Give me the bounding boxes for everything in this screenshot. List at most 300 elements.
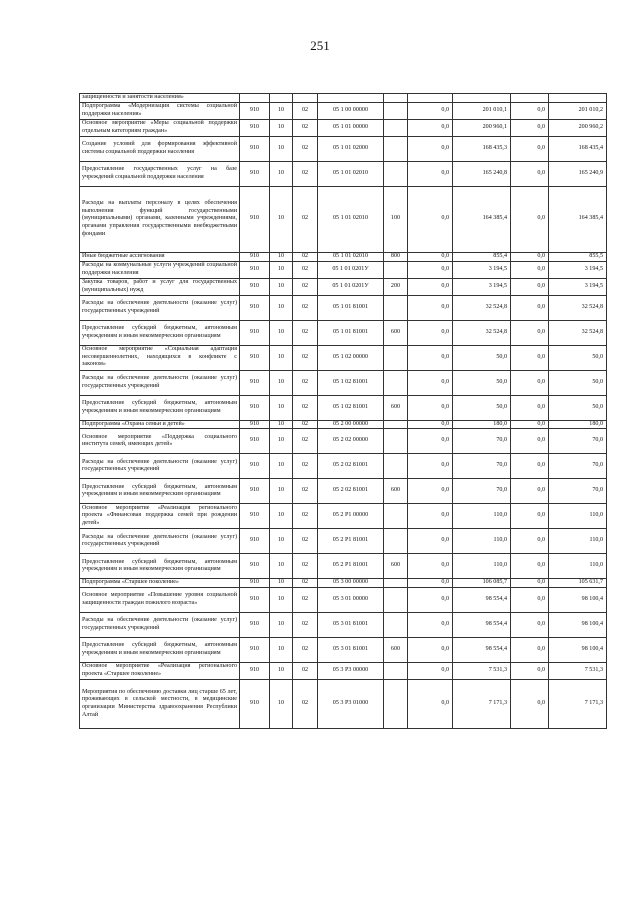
row-name-cell: Создание условий для формирования эффективной системы социальной поддержки населения (80, 136, 240, 161)
row-name-cell: Расходы на коммунальные услуги учреждений социальной поддержки населения (80, 261, 240, 278)
row-name-cell: Основное мероприятие «Реализация регионального проекта «Старшее поколение» (80, 663, 240, 680)
row-name-cell: защищенности и занятости населения» (80, 94, 240, 103)
amount-2-cell: 70,0 (453, 429, 511, 454)
amount-4-cell: 50,0 (549, 395, 607, 420)
amount-1-cell: 0,0 (408, 136, 453, 161)
amount-4-cell: 164 385,4 (549, 186, 607, 252)
target-article-code-cell: 05 3 P3 00000 (318, 663, 384, 680)
row-name-cell: Подпрограмма «Модернизация системы социальной поддержки населения» (80, 102, 240, 119)
section-code-cell: 10 (270, 136, 293, 161)
section-code-cell: 10 (270, 320, 293, 345)
row-name-cell: Расходы на обеспечение деятельности (оказание услуг) государственных учреждений (80, 295, 240, 320)
amount-3-cell: 0,0 (511, 295, 549, 320)
amount-1-cell (408, 94, 453, 103)
row-name-cell: Предоставление субсидий бюджетным, автономным учреждениям и иным некоммерческим организациям (80, 638, 240, 663)
subsection-code-cell: 02 (293, 420, 318, 429)
subsection-code-cell: 02 (293, 663, 318, 680)
section-code-cell: 10 (270, 370, 293, 395)
target-article-code-cell: 05 2 02 81001 (318, 454, 384, 479)
table-row (80, 588, 607, 613)
amount-3-cell: 0,0 (511, 252, 549, 261)
ministry-code-cell: 910 (240, 119, 270, 136)
row-name-cell: Подпрограмма «Охрана семьи и детей» (80, 420, 240, 429)
amount-2-cell: 200 960,1 (453, 119, 511, 136)
subsection-code-cell: 02 (293, 588, 318, 613)
section-code-cell: 10 (270, 420, 293, 429)
target-article-code-cell: 05 3 00 00000 (318, 579, 384, 588)
amount-4-cell: 70,0 (549, 479, 607, 504)
section-code-cell: 10 (270, 395, 293, 420)
row-name-cell: Подпрограмма «Старшее поколение» (80, 579, 240, 588)
ministry-code-cell: 910 (240, 479, 270, 504)
target-article-code-cell: 05 1 02 81001 (318, 370, 384, 395)
target-article-code-cell: 05 3 01 00000 (318, 588, 384, 613)
amount-3-cell: 0,0 (511, 479, 549, 504)
amount-3-cell: 0,0 (511, 395, 549, 420)
table-row (80, 278, 607, 295)
section-code-cell: 10 (270, 429, 293, 454)
expense-type-code-cell: 600 (384, 479, 408, 504)
amount-4-cell: 110,0 (549, 529, 607, 554)
amount-2-cell (453, 94, 511, 103)
amount-3-cell: 0,0 (511, 102, 549, 119)
amount-3-cell: 0,0 (511, 638, 549, 663)
amount-2-cell: 855,4 (453, 252, 511, 261)
amount-3-cell (511, 94, 549, 103)
amount-4-cell: 200 960,2 (549, 119, 607, 136)
amount-3-cell: 0,0 (511, 529, 549, 554)
subsection-code-cell: 02 (293, 261, 318, 278)
section-code-cell: 10 (270, 554, 293, 579)
section-code-cell: 10 (270, 295, 293, 320)
expense-type-code-cell (384, 136, 408, 161)
ministry-code-cell: 910 (240, 638, 270, 663)
section-code-cell: 10 (270, 588, 293, 613)
expense-type-code-cell (384, 663, 408, 680)
subsection-code-cell: 02 (293, 529, 318, 554)
amount-2-cell: 98 554,4 (453, 613, 511, 638)
row-name-cell: Иные бюджетные ассигнования (80, 252, 240, 261)
amount-1-cell: 0,0 (408, 320, 453, 345)
ministry-code-cell: 910 (240, 504, 270, 529)
subsection-code-cell: 02 (293, 102, 318, 119)
target-article-code-cell: 05 1 01 0201У (318, 261, 384, 278)
ministry-code-cell: 910 (240, 136, 270, 161)
table-row (80, 504, 607, 529)
target-article-code-cell: 05 1 02 81001 (318, 395, 384, 420)
target-article-code-cell: 05 1 01 0201У (318, 278, 384, 295)
subsection-code-cell: 02 (293, 395, 318, 420)
expense-type-code-cell (384, 161, 408, 186)
amount-2-cell: 106 085,7 (453, 579, 511, 588)
section-code-cell: 10 (270, 278, 293, 295)
amount-4-cell: 98 100,4 (549, 613, 607, 638)
expense-type-code-cell: 600 (384, 638, 408, 663)
amount-4-cell: 50,0 (549, 370, 607, 395)
target-article-code-cell: 05 1 01 81001 (318, 320, 384, 345)
expense-type-code-cell: 800 (384, 252, 408, 261)
subsection-code-cell: 02 (293, 429, 318, 454)
ministry-code-cell: 910 (240, 680, 270, 729)
amount-3-cell: 0,0 (511, 261, 549, 278)
target-article-code-cell: 05 1 00 00000 (318, 102, 384, 119)
subsection-code-cell: 02 (293, 295, 318, 320)
amount-4-cell: 7 171,3 (549, 680, 607, 729)
amount-3-cell: 0,0 (511, 136, 549, 161)
section-code-cell: 10 (270, 186, 293, 252)
expense-type-code-cell (384, 579, 408, 588)
amount-3-cell: 0,0 (511, 663, 549, 680)
amount-4-cell: 105 631,7 (549, 579, 607, 588)
amount-2-cell: 50,0 (453, 370, 511, 395)
amount-2-cell: 32 524,8 (453, 320, 511, 345)
subsection-code-cell: 02 (293, 136, 318, 161)
amount-2-cell: 3 194,5 (453, 261, 511, 278)
amount-1-cell: 0,0 (408, 252, 453, 261)
ministry-code-cell (240, 94, 270, 103)
amount-4-cell (549, 94, 607, 103)
expense-type-code-cell (384, 454, 408, 479)
section-code-cell: 10 (270, 252, 293, 261)
subsection-code-cell: 02 (293, 638, 318, 663)
ministry-code-cell: 910 (240, 588, 270, 613)
row-name-cell: Расходы на выплаты персоналу в целях обеспечения выполнения функций государственными (муниципальными) органами, казенными учреждениями, органами управления государственными внебюджетными фондами (80, 186, 240, 252)
amount-2-cell: 165 240,8 (453, 161, 511, 186)
amount-3-cell: 0,0 (511, 370, 549, 395)
amount-3-cell: 0,0 (511, 504, 549, 529)
table-row (80, 320, 607, 345)
subsection-code-cell: 02 (293, 186, 318, 252)
amount-1-cell: 0,0 (408, 161, 453, 186)
expense-type-code-cell (384, 529, 408, 554)
subsection-code-cell: 02 (293, 680, 318, 729)
ministry-code-cell: 910 (240, 320, 270, 345)
table-row (80, 186, 607, 252)
amount-2-cell: 110,0 (453, 504, 511, 529)
table-row (80, 119, 607, 136)
amount-2-cell: 180,0 (453, 420, 511, 429)
subsection-code-cell: 02 (293, 370, 318, 395)
row-name-cell: Мероприятия по обеспечению доставки лиц старше 65 лет, проживающих в сельской местности, в медицинские организации Министерства здравоохранения Республики Алтай (80, 680, 240, 729)
amount-3-cell: 0,0 (511, 345, 549, 370)
ministry-code-cell: 910 (240, 345, 270, 370)
amount-3-cell: 0,0 (511, 420, 549, 429)
expense-type-code-cell: 600 (384, 320, 408, 345)
ministry-code-cell: 910 (240, 579, 270, 588)
row-name-cell: Предоставление субсидий бюджетным, автономным учреждениям и иным некоммерческим организациям (80, 554, 240, 579)
amount-1-cell: 0,0 (408, 613, 453, 638)
amount-3-cell: 0,0 (511, 613, 549, 638)
table-row (80, 370, 607, 395)
subsection-code-cell: 02 (293, 278, 318, 295)
section-code-cell: 10 (270, 638, 293, 663)
target-article-code-cell: 05 3 01 81001 (318, 613, 384, 638)
amount-3-cell: 0,0 (511, 680, 549, 729)
row-name-cell: Основное мероприятие «Меры социальной поддержки отдельным категориям граждан» (80, 119, 240, 136)
target-article-code-cell: 05 2 P1 81001 (318, 529, 384, 554)
target-article-code-cell: 05 2 00 00000 (318, 420, 384, 429)
expense-type-code-cell: 600 (384, 395, 408, 420)
table-row (80, 295, 607, 320)
ministry-code-cell: 910 (240, 554, 270, 579)
amount-2-cell: 201 010,1 (453, 102, 511, 119)
amount-1-cell: 0,0 (408, 454, 453, 479)
expense-type-code-cell (384, 420, 408, 429)
section-code-cell (270, 94, 293, 103)
amount-1-cell: 0,0 (408, 638, 453, 663)
ministry-code-cell: 910 (240, 454, 270, 479)
table-row (80, 479, 607, 504)
target-article-code-cell: 05 2 02 81001 (318, 479, 384, 504)
amount-1-cell: 0,0 (408, 345, 453, 370)
section-code-cell: 10 (270, 454, 293, 479)
table-row (80, 420, 607, 429)
subsection-code-cell: 02 (293, 613, 318, 638)
amount-2-cell: 168 435,3 (453, 136, 511, 161)
ministry-code-cell: 910 (240, 420, 270, 429)
section-code-cell: 10 (270, 345, 293, 370)
expense-type-code-cell (384, 680, 408, 729)
amount-4-cell: 110,0 (549, 554, 607, 579)
row-name-cell: Предоставление субсидий бюджетным, автономным учреждениям и иным некоммерческим организациям (80, 320, 240, 345)
target-article-code-cell: 05 1 02 00000 (318, 345, 384, 370)
amount-1-cell: 0,0 (408, 429, 453, 454)
table-row (80, 554, 607, 579)
expense-type-code-cell: 600 (384, 554, 408, 579)
expense-type-code-cell (384, 429, 408, 454)
amount-2-cell: 98 554,4 (453, 588, 511, 613)
amount-2-cell: 32 524,8 (453, 295, 511, 320)
page-number: 251 (310, 38, 330, 53)
table-row (80, 680, 607, 729)
section-code-cell: 10 (270, 613, 293, 638)
amount-3-cell: 0,0 (511, 554, 549, 579)
amount-1-cell: 0,0 (408, 261, 453, 278)
section-code-cell: 10 (270, 161, 293, 186)
amount-2-cell: 110,0 (453, 554, 511, 579)
ministry-code-cell: 910 (240, 370, 270, 395)
row-name-cell: Основное мероприятие «Повышение уровня социальной защищенности граждан пожилого возраста» (80, 588, 240, 613)
table-row (80, 161, 607, 186)
amount-1-cell: 0,0 (408, 680, 453, 729)
amount-2-cell: 98 554,4 (453, 638, 511, 663)
amount-1-cell: 0,0 (408, 295, 453, 320)
ministry-code-cell: 910 (240, 161, 270, 186)
target-article-code-cell: 05 1 01 02000 (318, 136, 384, 161)
budget-table-body (80, 94, 607, 729)
row-name-cell: Расходы на обеспечение деятельности (оказание услуг) государственных учреждений (80, 613, 240, 638)
expense-type-code-cell (384, 102, 408, 119)
amount-4-cell: 32 524,8 (549, 295, 607, 320)
amount-4-cell: 180,0 (549, 420, 607, 429)
row-name-cell: Основное мероприятие «Социальная адаптация несовершеннолетних, находящихся в конфликте с законом» (80, 345, 240, 370)
subsection-code-cell (293, 94, 318, 103)
section-code-cell: 10 (270, 663, 293, 680)
table-row (80, 102, 607, 119)
subsection-code-cell: 02 (293, 320, 318, 345)
section-code-cell: 10 (270, 479, 293, 504)
target-article-code-cell: 05 1 01 02010 (318, 252, 384, 261)
section-code-cell: 10 (270, 102, 293, 119)
amount-4-cell: 70,0 (549, 429, 607, 454)
expense-type-code-cell (384, 295, 408, 320)
amount-4-cell: 32 524,8 (549, 320, 607, 345)
table-row (80, 529, 607, 554)
amount-2-cell: 50,0 (453, 395, 511, 420)
section-code-cell: 10 (270, 119, 293, 136)
amount-3-cell: 0,0 (511, 454, 549, 479)
ministry-code-cell: 910 (240, 295, 270, 320)
expense-type-code-cell (384, 370, 408, 395)
row-name-cell: Предоставление субсидий бюджетным, автономным учреждениям и иным некоммерческим организациям (80, 479, 240, 504)
amount-1-cell: 0,0 (408, 395, 453, 420)
table-row (80, 252, 607, 261)
amount-1-cell: 0,0 (408, 278, 453, 295)
amount-1-cell: 0,0 (408, 186, 453, 252)
amount-2-cell: 70,0 (453, 479, 511, 504)
row-name-cell: Предоставление государственных услуг на базе учреждений социальной поддержки населения (80, 161, 240, 186)
section-code-cell: 10 (270, 529, 293, 554)
row-name-cell: Закупка товаров, работ и услуг для государственных (муниципальных) нужд (80, 278, 240, 295)
amount-1-cell: 0,0 (408, 663, 453, 680)
subsection-code-cell: 02 (293, 579, 318, 588)
amount-1-cell: 0,0 (408, 554, 453, 579)
ministry-code-cell: 910 (240, 429, 270, 454)
target-article-code-cell: 05 3 01 81001 (318, 638, 384, 663)
table-row (80, 613, 607, 638)
target-article-code-cell (318, 94, 384, 103)
row-name-cell: Основное мероприятие «Поддержка социального института семей, имеющих детей» (80, 429, 240, 454)
amount-3-cell: 0,0 (511, 161, 549, 186)
expense-type-code-cell: 100 (384, 186, 408, 252)
amount-4-cell: 98 100,4 (549, 588, 607, 613)
amount-3-cell: 0,0 (511, 278, 549, 295)
amount-4-cell: 7 531,3 (549, 663, 607, 680)
subsection-code-cell: 02 (293, 345, 318, 370)
section-code-cell: 10 (270, 261, 293, 278)
amount-2-cell: 70,0 (453, 454, 511, 479)
ministry-code-cell: 910 (240, 529, 270, 554)
section-code-cell: 10 (270, 504, 293, 529)
target-article-code-cell: 05 3 P3 01000 (318, 680, 384, 729)
target-article-code-cell: 05 2 P1 81001 (318, 554, 384, 579)
ministry-code-cell: 910 (240, 261, 270, 278)
section-code-cell: 10 (270, 579, 293, 588)
table-row (80, 663, 607, 680)
amount-3-cell: 0,0 (511, 320, 549, 345)
amount-1-cell: 0,0 (408, 119, 453, 136)
subsection-code-cell: 02 (293, 554, 318, 579)
ministry-code-cell: 910 (240, 613, 270, 638)
table-row (80, 579, 607, 588)
ministry-code-cell: 910 (240, 395, 270, 420)
amount-4-cell: 70,0 (549, 454, 607, 479)
ministry-code-cell: 910 (240, 278, 270, 295)
amount-1-cell: 0,0 (408, 370, 453, 395)
amount-4-cell: 165 240,9 (549, 161, 607, 186)
target-article-code-cell: 05 1 01 00000 (318, 119, 384, 136)
ministry-code-cell: 910 (240, 186, 270, 252)
amount-3-cell: 0,0 (511, 579, 549, 588)
amount-2-cell: 110,0 (453, 529, 511, 554)
table-row (80, 94, 607, 103)
expense-type-code-cell (384, 345, 408, 370)
target-article-code-cell: 05 1 01 02010 (318, 186, 384, 252)
amount-2-cell: 3 194,5 (453, 278, 511, 295)
target-article-code-cell: 05 2 P1 00000 (318, 504, 384, 529)
ministry-code-cell: 910 (240, 252, 270, 261)
target-article-code-cell: 05 1 01 02010 (318, 161, 384, 186)
amount-1-cell: 0,0 (408, 579, 453, 588)
table-row (80, 345, 607, 370)
expense-type-code-cell (384, 504, 408, 529)
target-article-code-cell: 05 1 01 81001 (318, 295, 384, 320)
section-code-cell: 10 (270, 680, 293, 729)
amount-4-cell: 50,0 (549, 345, 607, 370)
table-row (80, 429, 607, 454)
budget-table (79, 93, 607, 729)
table-row (80, 261, 607, 278)
expense-type-code-cell (384, 588, 408, 613)
row-name-cell: Расходы на обеспечение деятельности (оказание услуг) государственных учреждений (80, 529, 240, 554)
amount-4-cell: 168 435,4 (549, 136, 607, 161)
amount-2-cell: 7 531,3 (453, 663, 511, 680)
amount-1-cell: 0,0 (408, 504, 453, 529)
row-name-cell: Расходы на обеспечение деятельности (оказание услуг) государственных учреждений (80, 370, 240, 395)
amount-2-cell: 164 385,4 (453, 186, 511, 252)
expense-type-code-cell: 200 (384, 278, 408, 295)
amount-4-cell: 110,0 (549, 504, 607, 529)
amount-2-cell: 50,0 (453, 345, 511, 370)
amount-4-cell: 855,5 (549, 252, 607, 261)
expense-type-code-cell (384, 261, 408, 278)
row-name-cell: Расходы на обеспечение деятельности (оказание услуг) государственных учреждений (80, 454, 240, 479)
subsection-code-cell: 02 (293, 252, 318, 261)
amount-4-cell: 98 100,4 (549, 638, 607, 663)
amount-3-cell: 0,0 (511, 186, 549, 252)
amount-1-cell: 0,0 (408, 479, 453, 504)
expense-type-code-cell (384, 94, 408, 103)
subsection-code-cell: 02 (293, 479, 318, 504)
subsection-code-cell: 02 (293, 119, 318, 136)
row-name-cell: Предоставление субсидий бюджетным, автономным учреждениям и иным некоммерческим организациям (80, 395, 240, 420)
amount-1-cell: 0,0 (408, 102, 453, 119)
target-article-code-cell: 05 2 02 00000 (318, 429, 384, 454)
subsection-code-cell: 02 (293, 454, 318, 479)
table-row (80, 638, 607, 663)
subsection-code-cell: 02 (293, 161, 318, 186)
amount-2-cell: 7 171,3 (453, 680, 511, 729)
table-row (80, 454, 607, 479)
ministry-code-cell: 910 (240, 663, 270, 680)
amount-3-cell: 0,0 (511, 119, 549, 136)
amount-4-cell: 3 194,5 (549, 261, 607, 278)
expense-type-code-cell (384, 119, 408, 136)
amount-3-cell: 0,0 (511, 588, 549, 613)
subsection-code-cell: 02 (293, 504, 318, 529)
row-name-cell: Основное мероприятие «Реализация регионального проекта «Финансовая поддержка семей при рождении детей» (80, 504, 240, 529)
amount-1-cell: 0,0 (408, 529, 453, 554)
table-row (80, 136, 607, 161)
amount-4-cell: 3 194,5 (549, 278, 607, 295)
expense-type-code-cell (384, 613, 408, 638)
ministry-code-cell: 910 (240, 102, 270, 119)
amount-4-cell: 201 010,2 (549, 102, 607, 119)
amount-3-cell: 0,0 (511, 429, 549, 454)
table-row (80, 395, 607, 420)
amount-1-cell: 0,0 (408, 588, 453, 613)
amount-1-cell: 0,0 (408, 420, 453, 429)
